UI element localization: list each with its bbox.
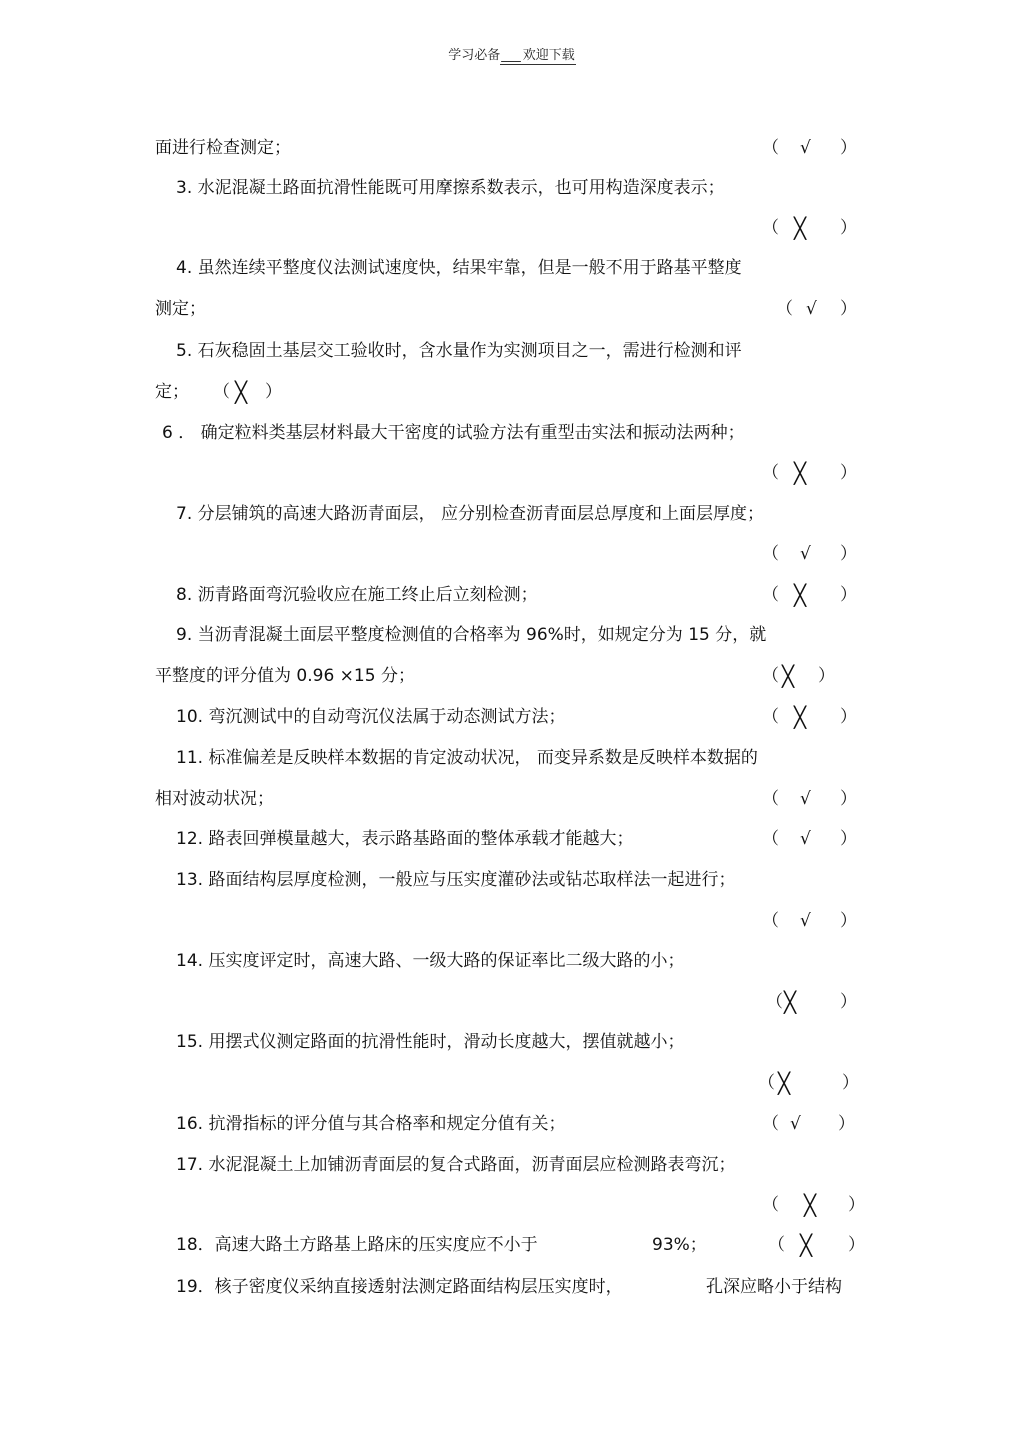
question-line	[0, 1150, 1024, 1180]
page-header	[0, 44, 1024, 65]
answer-line: （ ╳ ）	[762, 216, 857, 240]
question-line	[0, 620, 1024, 650]
question-text-cont: 孔深应略小于结构	[706, 1277, 842, 1297]
question-line: 12. 路表回弹模量越大，表示路基路面的整体承载才能越大； （ √ ）	[0, 824, 1024, 854]
question-line: 10. 弯沉测试中的自动弯沉仪法属于动态测试方法； （ ╳ ）	[0, 702, 1024, 732]
question-line	[0, 173, 1024, 203]
question-line	[0, 946, 1024, 976]
question-text: 10. 弯沉测试中的自动弯沉仪法属于动态测试方法；	[176, 707, 566, 727]
question-text: 6 ． 确定粒料类基层材料最大干密度的试验方法有重型击实法和振动法两种；	[162, 423, 745, 443]
question-value: 93%；	[652, 1235, 707, 1255]
question-text: 15. 用摆式仪测定路面的抗滑性能时，滑动长度越大，摆值就越小；	[176, 1032, 685, 1052]
question-text: 3. 水泥混凝土路面抗滑性能既可用摩擦系数表示，也可用构造深度表示；	[176, 178, 725, 198]
question-text: 5. 石灰稳固土基层交工验收时，含水量作为实测项目之一，需进行检测和评	[176, 341, 742, 361]
question-text: 18．高速大路土方路基上路床的压实度应不小于	[176, 1235, 538, 1255]
question-line: 相对波动状况； （ √ ）	[0, 784, 1024, 814]
question-line: 16. 抗滑指标的评分值与其合格率和规定分值有关； （ √ ）	[0, 1109, 1024, 1139]
question-line	[0, 418, 1024, 448]
header-sep: ___	[501, 48, 521, 63]
question-text: 平整度的评分值为 0.96 ×15 分；	[155, 666, 415, 686]
question-text: 13. 路面结构层厚度检测，一般应与压实度灌砂法或钻芯取样法一起进行；	[176, 870, 736, 890]
question-line	[0, 253, 1024, 283]
answer-line: （ ╳ ）	[766, 990, 857, 1014]
question-line: 测定； （ √ ）	[0, 294, 1024, 324]
question-line	[0, 865, 1024, 895]
question-line: 8. 沥青路面弯沉验收应在施工终止后立刻检测； （ ╳ ）	[0, 580, 1024, 610]
answer-line: （ ╳ ）	[758, 1071, 859, 1095]
question-line: 18．高速大路土方路基上路床的压实度应不小于 93%； （ ╳ ）	[0, 1230, 1024, 1260]
answer-line: （ ╳ ）	[762, 461, 857, 485]
question-line	[0, 1272, 1024, 1302]
answer-line: （ ╳ ）	[762, 1193, 865, 1217]
question-text: 面进行检查测定；	[155, 138, 291, 158]
question-text: 9. 当沥青混凝土面层平整度检测值的合格率为 96%时，如规定分为 15 分，就	[176, 625, 767, 645]
header-right: 欢迎下载	[522, 44, 576, 65]
question-line	[0, 499, 1024, 529]
question-text: 测定；	[155, 299, 206, 319]
question-text: 4. 虽然连续平整度仪法测试速度快，结果牢靠，但是一般不用于路基平整度	[176, 258, 742, 278]
question-text: 14. 压实度评定时，高速大路、一级大路的保证率比二级大路的小；	[176, 951, 685, 971]
question-text: 12. 路表回弹模量越大，表示路基路面的整体承载才能越大；	[176, 829, 634, 849]
question-line: 面进行检查测定； （ √ ）	[0, 133, 1024, 163]
question-line: 平整度的评分值为 0.96 ×15 分； （ ╳ ）	[0, 661, 1024, 691]
question-text: 16. 抗滑指标的评分值与其合格率和规定分值有关；	[176, 1114, 566, 1134]
question-line	[0, 743, 1024, 773]
question-text: 相对波动状况；	[155, 789, 274, 809]
question-text: 7. 分层铺筑的高速大路沥青面层， 应分别检查沥青面层总厚度和上面层厚度；	[176, 504, 765, 524]
question-text: 11. 标准偏差是反映样本数据的肯定波动状况， 而变异系数是反映样本数据的	[176, 748, 758, 768]
question-text: 17. 水泥混凝土上加铺沥青面层的复合式路面，沥青面层应检测路表弯沉；	[176, 1155, 736, 1175]
question-line	[0, 1027, 1024, 1057]
header-left: 学习必备	[448, 48, 501, 63]
answer-line: （ √ ）	[762, 544, 857, 564]
question-text: 8. 沥青路面弯沉验收应在施工终止后立刻检测；	[176, 585, 538, 605]
answer-line: （ √ ）	[762, 911, 857, 931]
question-text: 定；	[155, 382, 189, 402]
question-line: 定； （ ╳ ）	[0, 377, 1024, 407]
question-line	[0, 336, 1024, 366]
question-text: 19．核子密度仪采纳直接透射法测定路面结构层压实度时，	[176, 1277, 623, 1297]
